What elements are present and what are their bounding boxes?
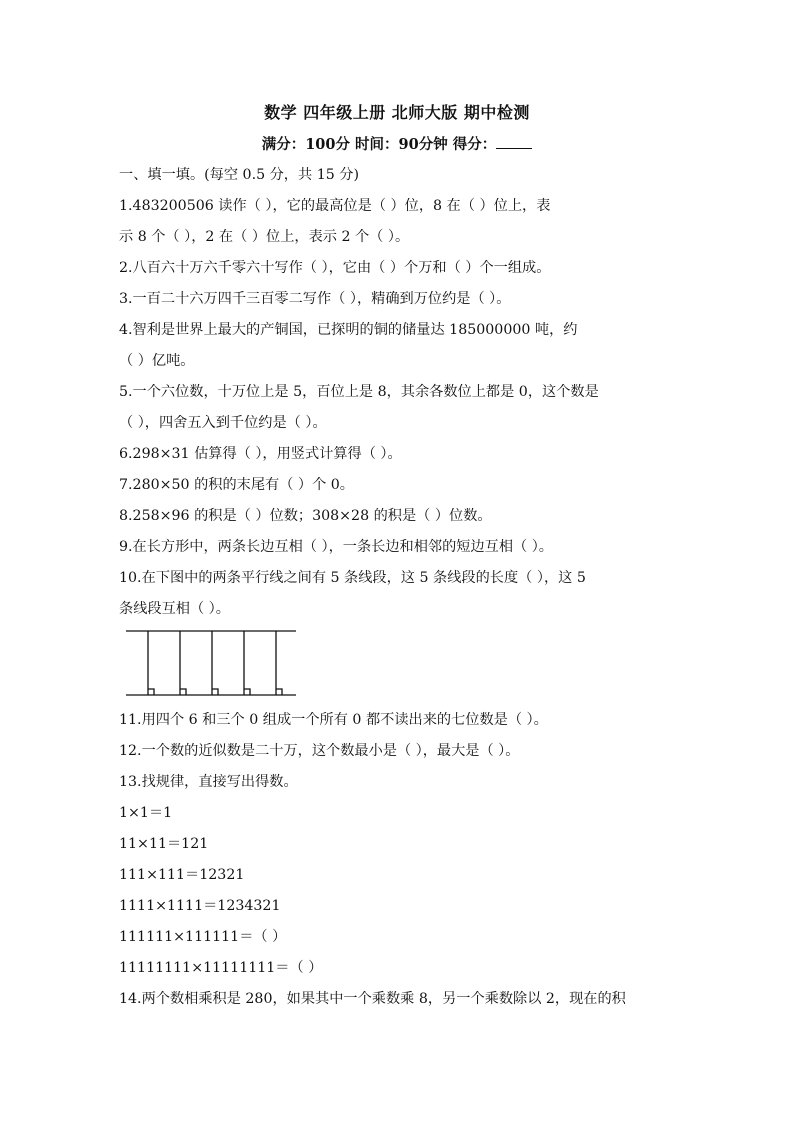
score-info-text: 满分：100分 时间：90分钟 得分：: [261, 136, 497, 153]
page-title: 数学 四年级上册 北师大版 期中检测: [264, 103, 530, 122]
pattern-line: 11×11＝121: [119, 836, 209, 852]
question-line: 14.两个数相乘积是 280，如果其中一个乘数乘 8，另一个乘数除以 2，现在的积: [119, 991, 626, 1007]
question-line: 示 8 个（ ），2 在（ ）位上，表示 2 个（ ）。: [119, 229, 410, 245]
question-line: 9.在长方形中，两条长边互相（ ），一条长边和相邻的短边互相（ ）。: [119, 539, 553, 555]
question-line: 12.一个数的近似数是二十万，这个数最小是（ ），最大是（ ）。: [119, 743, 520, 759]
question-line: 10.在下图中的两条平行线之间有 5 条线段，这 5 条线段的长度（ ），这 5: [119, 570, 586, 586]
question-line: 11.用四个 6 和三个 0 组成一个所有 0 都不读出来的七位数是（ ）。: [119, 712, 548, 728]
question-line: 条线段互相（ ）。: [119, 601, 230, 617]
right-angle-mark: [180, 689, 186, 695]
right-angle-mark: [276, 689, 282, 695]
right-angle-mark: [212, 689, 218, 695]
section-heading: 一、填一填。(每空 0.5 分，共 15 分): [119, 167, 359, 183]
pattern-line: 111111×111111＝（ ）: [119, 929, 287, 945]
question-line: （ ），四舍五入到千位约是（ ）。: [119, 415, 327, 431]
question-line: 2.八百六十万六千零六十写作（ ），它由（ ）个万和（ ）个一组成。: [119, 260, 551, 276]
right-angle-mark: [148, 689, 154, 695]
parallel-lines-figure: [119, 625, 679, 705]
right-angle-mark: [244, 689, 250, 695]
question-line: 6.298×31 估算得（ ），用竖式计算得（ ）。: [119, 446, 402, 462]
pattern-line: 1111×1111＝1234321: [119, 898, 281, 914]
parallel-lines-diagram: [124, 627, 304, 699]
question-line: 3.一百二十六万四千三百零二写作（ ），精确到万位约是（ ）。: [119, 291, 511, 307]
question-line: 4.智利是世界上最大的产铜国，已探明的铜的储量达 185000000 吨，约: [119, 322, 578, 338]
score-blank[interactable]: [496, 134, 532, 149]
question-section: [119, 160, 679, 1015]
question-line: 8.258×96 的积是（ ）位数；308×28 的积是（ ）位数。: [119, 508, 492, 524]
score-info: [0, 133, 794, 154]
question-line: 7.280×50 的积的末尾有（ ）个 0。: [119, 477, 354, 493]
pattern-line: 111×111＝12321: [119, 867, 245, 883]
perpendicular-segments: [148, 631, 282, 695]
pattern-line: 11111111×11111111＝（ ）: [119, 960, 323, 976]
pattern-line: 1×1＝1: [119, 805, 173, 821]
question-line: 13.找规律，直接写出得数。: [119, 774, 298, 790]
question-line: 5.一个六位数，十万位上是 5，百位上是 8，其余各数位上都是 0，这个数是: [119, 384, 599, 400]
question-line: 1.483200506 读作（ ），它的最高位是（ ）位，8 在（ ）位上，表: [119, 198, 551, 214]
question-line: （ ）亿吨。: [119, 353, 195, 369]
